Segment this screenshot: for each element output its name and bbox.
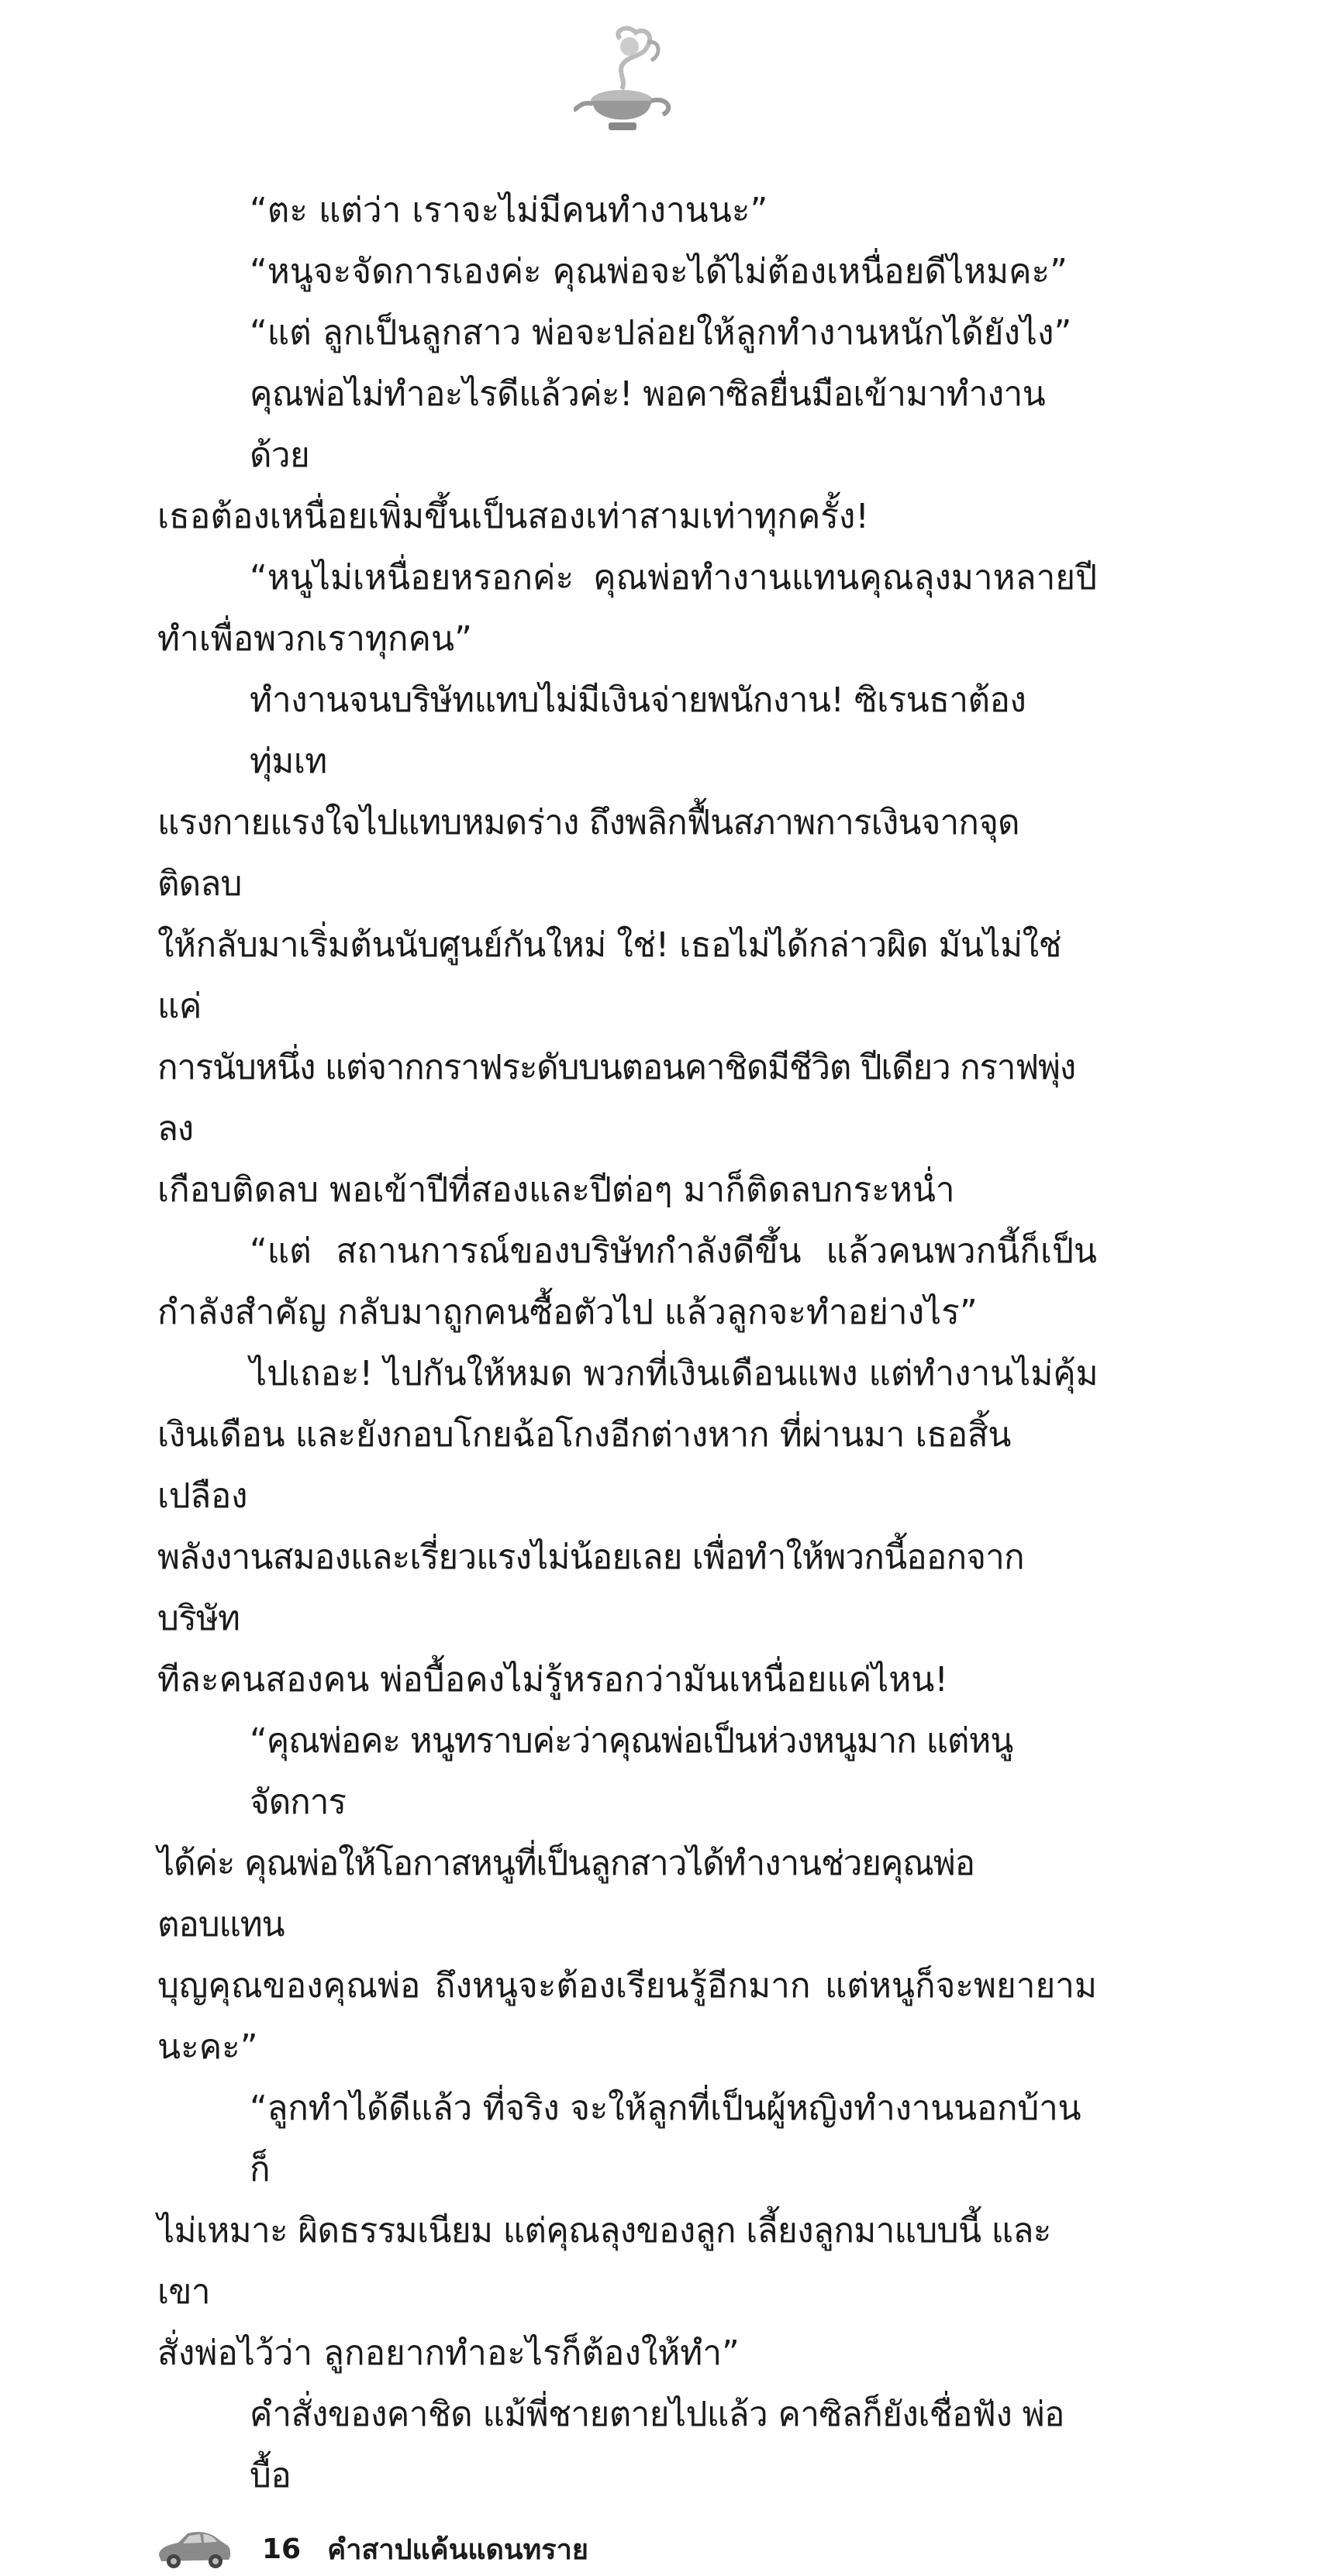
text-line: “แต่ สถานการณ์ของบริษัทกำลังดีขึ้น แล้วคนพวกนี้ก็เป็น [250, 1231, 1097, 1271]
text-line: กำลังสำคัญ กลับมาถูกคนซื้อตัวไป แล้วลูกจะทำอย่างไร” [157, 1293, 978, 1332]
book-title: คำสาปแค้นแดนทราย [327, 2533, 588, 2566]
text-line: ทำงานจนบริษัทแทบไม่มีเงินจ่ายพนักงาน! ซิเรนธาต้องทุ่มเท [250, 680, 1026, 781]
text-line: ไปเถอะ! ไปกันให้หมด พวกที่เงินเดือนแพง แต่ทำงานไม่คุ้ม [250, 1354, 1099, 1393]
text-line: เงินเดือน และยังกอบโกยฉ้อโกงอีกต่างหาก ที่ผ่านมา เธอสิ้นเปลือง [157, 1415, 1012, 1516]
body-text [157, 180, 1098, 2506]
genie-lamp-icon [574, 23, 682, 139]
text-line: คำสั่งของคาชิด แม้พี่ชายตายไปแล้ว คาซิลก็ยังเชื่อฟัง พ่อบื้อ [250, 2395, 1064, 2495]
text-line: ทำเพื่อพวกเราทุกคน” [157, 619, 472, 659]
text-line: นะคะ” [157, 2027, 258, 2067]
text-line: ทีละคนสองคน พ่อบื้อคงไม่รู้หรอกว่ามันเหนื่อยแค่ไหน! [157, 1660, 949, 1700]
page-number: 16 [262, 2533, 302, 2565]
text-line: แรงกายแรงใจไปแทบหมดร่าง ถึงพลิกฟื้นสภาพการเงินจากจุดติดลบ [157, 803, 1019, 904]
text-line: การนับหนึ่ง แต่จากกราฟระดับบนตอนคาชิดมีชีวิต ปีเดียว กราฟพุ่งลง [157, 1048, 1075, 1149]
text-line: “ตะ แต่ว่า เราจะไม่มีคนทำงานนะ” [250, 191, 768, 230]
text-line: “หนูไม่เหนื่อยหรอกค่ะ คุณพ่อทำงานแทนคุณลุงมาหลายปี [250, 558, 1097, 598]
text-line: เธอต้องเหนื่อยเพิ่มขึ้นเป็นสองเท่าสามเท่าทุกครั้ง! [157, 497, 870, 536]
text-line: คุณพ่อไม่ทำอะไรดีแล้วค่ะ! พอคาซิลยื่นมือเข้ามาทำงานด้วย [250, 374, 1046, 475]
text-line: “แต่ ลูกเป็นลูกสาว พ่อจะปล่อยให้ลูกทำงานหนักได้ยังไง” [250, 313, 1072, 353]
text-line: บุญคุณของคุณพ่อ ถึงหนูจะต้องเรียนรู้อีกมาก แต่หนูก็จะพยายาม [157, 1966, 1097, 2006]
text-line: สั่งพ่อไว้ว่า ลูกอยากทำอะไรก็ต้องให้ทำ” [157, 2333, 740, 2373]
text-line: “หนูจะจัดการเองค่ะ คุณพ่อจะได้ไม่ต้องเหนื่อยดีไหมคะ” [250, 252, 1068, 291]
text-line: “ลูกทำได้ดีแล้ว ที่จริง จะให้ลูกที่เป็นผู้หญิงทำงานนอกบ้านก็ [250, 2089, 1081, 2189]
page-footer [155, 2522, 588, 2576]
text-line: ไม่เหมาะ ผิดธรรมเนียม แต่คุณลุงของลูก เลี้ยงลูกมาแบบนี้ และเขา [157, 2211, 1051, 2312]
text-line: “คุณพ่อคะ หนูทราบค่ะว่าคุณพ่อเป็นห่วงหนูมาก แต่หนูจัดการ [250, 1721, 1013, 1822]
text-line: เกือบติดลบ พอเข้าปีที่สองและปีต่อๆ มาก็ติดลบกระหน่ำ [157, 1170, 955, 1210]
text-line: ให้กลับมาเริ่มต้นนับศูนย์กันใหม่ ใช่! เธอไม่ได้กล่าวผิด มันไม่ใช่แค่ [157, 925, 1061, 1026]
text-line: พลังงานสมองและเรี่ยวแรงไม่น้อยเลย เพื่อทำให้พวกนี้ออกจากบริษัท [157, 1538, 1024, 1638]
text-line: ได้ค่ะ คุณพ่อให้โอกาสหนูที่เป็นลูกสาวได้ทำงานช่วยคุณพ่อ ตอบแทน [157, 1844, 974, 1944]
car-icon [155, 2526, 233, 2572]
